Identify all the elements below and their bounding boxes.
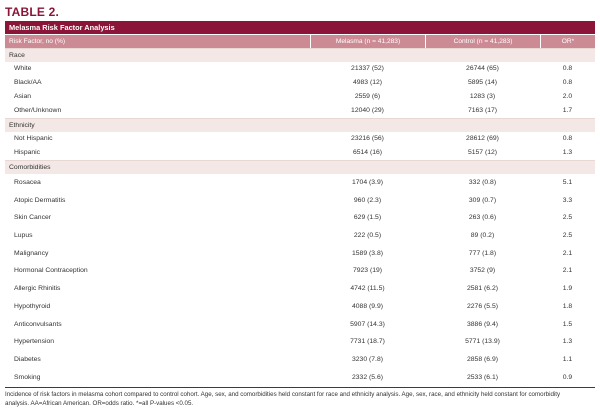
cell-control: 2533 (6.1)	[467, 373, 498, 381]
cell-melasma: 4742 (11.5)	[350, 285, 385, 293]
cell-or: 2.0	[562, 93, 573, 100]
cell-melasma: 2332 (5.6)	[352, 373, 383, 381]
cell-factor: Skin Cancer	[14, 214, 52, 222]
cell-control: 26744 (65)	[466, 65, 499, 72]
table-footnote: Incidence of risk factors in melasma cohort compared to control cohort. Age, sex, and comorbidities held constant for race and ethnicity analysis. Age, sex, race, and ethnicity held constant for comorbidity analysis. AA=African American. OR=odds ratio. *=all P-values <0.05.	[5, 391, 561, 407]
cell-melasma: 3230 (7.8)	[352, 355, 383, 363]
cell-control: 2858 (6.9)	[467, 355, 498, 363]
cell-factor: Anticonvulsants	[14, 320, 62, 328]
section-race: Race	[5, 48, 595, 62]
cell-factor: Rosacea	[14, 179, 41, 186]
table-row	[5, 90, 595, 104]
cell-or: 2.1	[562, 249, 573, 257]
cell-factor: Lupus	[14, 232, 33, 240]
cell-control: 5157 (12)	[467, 149, 498, 156]
bottom-rule	[5, 387, 595, 388]
cell-melasma: 12040 (29)	[351, 107, 384, 114]
cell-or: 1.1	[562, 355, 573, 363]
cell-or: 1.9	[562, 285, 573, 293]
table-row	[5, 146, 595, 160]
cell-melasma: 1589 (3.8)	[352, 249, 383, 257]
cell-control: 332 (0.8)	[468, 179, 497, 186]
cell-or: 1.5	[562, 320, 573, 328]
cell-factor: Hypertension	[14, 338, 55, 346]
table-row	[5, 245, 595, 263]
cell-control: 263 (0.6)	[468, 214, 497, 222]
section-ethnicity: Ethnicity	[5, 118, 595, 132]
cell-melasma: 6514 (16)	[352, 149, 383, 156]
cell-melasma: 23216 (56)	[351, 135, 384, 142]
table-row	[5, 209, 595, 227]
header-control: Control (n = 41,283)	[425, 35, 540, 48]
table-row	[5, 76, 595, 90]
cell-or: 2.5	[562, 214, 573, 222]
table-row	[5, 298, 595, 316]
table-row	[5, 192, 595, 210]
cell-factor: Smoking	[14, 373, 41, 381]
cell-factor: Hispanic	[14, 149, 41, 156]
cell-control: 5771 (13.9)	[465, 338, 500, 346]
cell-or: 0.8	[562, 135, 573, 142]
table-row	[5, 62, 595, 76]
cell-or: 2.5	[562, 232, 573, 240]
cell-melasma: 21337 (52)	[351, 65, 384, 72]
cell-melasma: 4088 (9.9)	[352, 302, 383, 310]
cell-melasma: 4983 (12)	[352, 79, 383, 86]
cell-or: 1.3	[562, 338, 573, 346]
cell-factor: Atopic Dermatitis	[14, 196, 66, 204]
table-row	[5, 369, 595, 387]
cell-factor: Hypothyroid	[14, 302, 51, 310]
table-row	[5, 262, 595, 280]
cell-melasma: 7731 (18.7)	[350, 338, 385, 346]
cell-control: 2581 (6.2)	[467, 285, 498, 293]
cell-melasma: 222 (0.5)	[353, 232, 382, 240]
cell-melasma: 2559 (6)	[354, 93, 381, 100]
table-figure	[5, 0, 595, 408]
table-row	[5, 333, 595, 351]
cell-factor: White	[14, 65, 32, 72]
cell-control: 777 (1.8)	[468, 249, 497, 257]
cell-control: 89 (0.2)	[470, 232, 495, 240]
cell-or: 3.3	[562, 196, 573, 204]
cell-melasma: 7923 (19)	[352, 267, 383, 275]
cell-factor: Malignancy	[14, 249, 49, 257]
table-row	[5, 351, 595, 369]
section-comorbidities: Comorbidities	[5, 160, 595, 174]
cell-control: 7163 (17)	[467, 107, 498, 114]
cell-factor: Allergic Rhinitis	[14, 285, 61, 293]
cell-control: 1283 (3)	[469, 93, 496, 100]
table-row	[5, 132, 595, 146]
cell-or: 0.9	[562, 373, 573, 381]
cell-factor: Black/AA	[14, 79, 42, 86]
cell-factor: Other/Unknown	[14, 107, 62, 114]
cell-factor: Asian	[14, 93, 32, 100]
cell-factor: Hormonal Contraception	[14, 267, 88, 275]
table-row	[5, 174, 595, 192]
cell-factor: Not Hispanic	[14, 135, 53, 142]
cell-or: 0.8	[562, 79, 573, 86]
cell-or: 0.8	[562, 65, 573, 72]
cell-or: 1.8	[562, 302, 573, 310]
header-risk-factor: Risk Factor, no (%)	[9, 38, 66, 45]
table-row	[5, 227, 595, 245]
table-title: Melasma Risk Factor Analysis	[5, 21, 595, 34]
cell-melasma: 5907 (14.3)	[350, 320, 385, 328]
cell-melasma: 960 (2.3)	[353, 196, 382, 204]
cell-control: 3752 (9)	[469, 267, 496, 275]
table-row	[5, 316, 595, 334]
cell-control: 5895 (14)	[467, 79, 498, 86]
cell-or: 1.3	[562, 149, 573, 156]
cell-control: 28612 (69)	[466, 135, 499, 142]
table-label: TABLE 2.	[5, 5, 60, 19]
cell-or: 5.1	[562, 179, 573, 186]
cell-control: 2276 (5.5)	[467, 302, 498, 310]
cell-control: 3886 (9.4)	[467, 320, 498, 328]
cell-melasma: 629 (1.5)	[353, 214, 382, 222]
header-or: OR*	[540, 35, 595, 48]
cell-or: 1.7	[562, 107, 573, 114]
cell-factor: Diabetes	[14, 355, 41, 363]
cell-melasma: 1704 (3.9)	[352, 179, 383, 186]
table-row	[5, 280, 595, 298]
cell-or: 2.1	[562, 267, 573, 275]
table-header	[5, 34, 595, 48]
cell-control: 309 (0.7)	[468, 196, 497, 204]
header-melasma: Melasma (n = 41,283)	[310, 35, 425, 48]
table-row	[5, 104, 595, 118]
